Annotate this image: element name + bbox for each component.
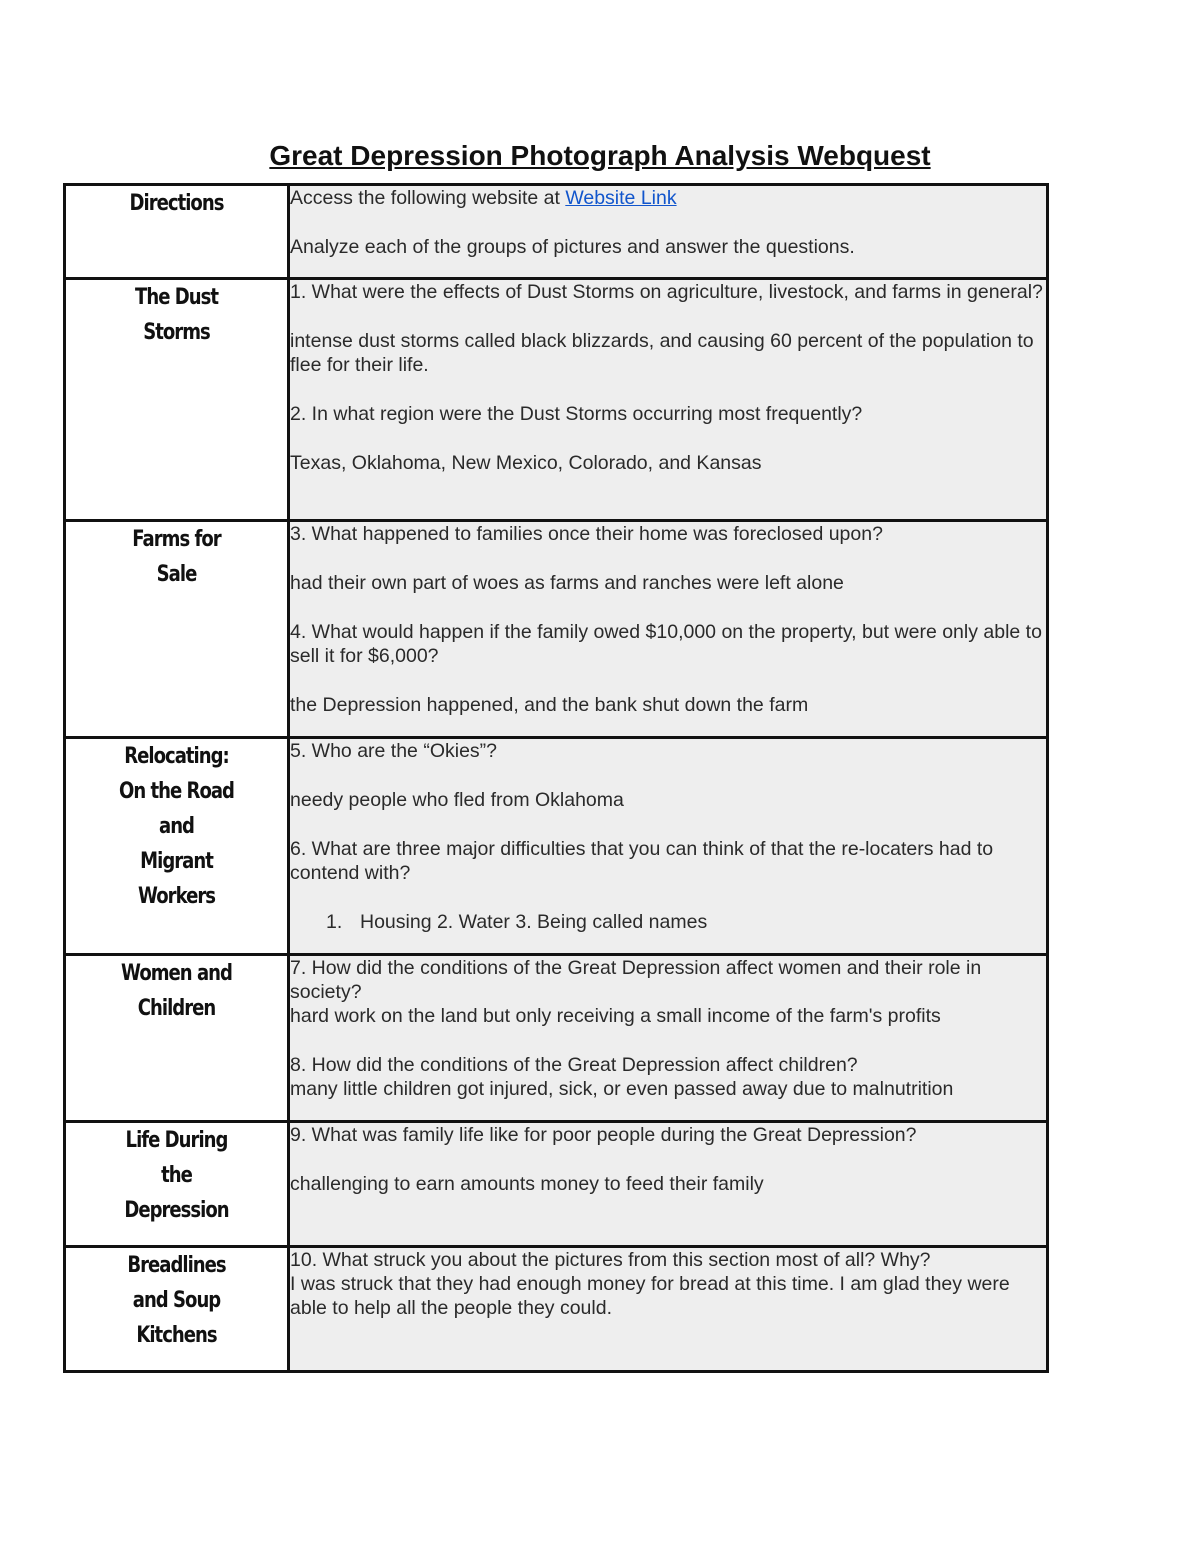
table-row-dust-storms	[65, 279, 1048, 521]
section-label-line: the	[161, 1163, 192, 1188]
answer-3[interactable]: had their own part of woes as farms and ranches were left alone	[290, 572, 844, 594]
question-9: 9. What was family life like for poor people during the Great Depression?	[290, 1124, 917, 1146]
question-10: 10. What struck you about the pictures from this section most of all? Why?	[290, 1249, 931, 1271]
section-label-line: Kitchens	[136, 1323, 217, 1348]
section-label-line: and Soup	[132, 1288, 221, 1313]
section-label-line: Storms	[143, 320, 210, 345]
section-label-line: and	[159, 814, 194, 839]
section-label-cell	[65, 279, 289, 521]
directions-intro-text: Access the following website at	[290, 187, 566, 209]
table-row-life-during-depression	[65, 1122, 1048, 1247]
section-label-line: Life During	[125, 1128, 228, 1153]
section-label-cell	[65, 521, 289, 738]
list-number: 1.	[326, 911, 343, 933]
section-content-cell	[289, 521, 1048, 738]
section-label-line: Workers	[137, 884, 216, 909]
directions-instruction: Analyze each of the groups of pictures and answer the questions.	[290, 236, 855, 258]
section-content-cell	[289, 1122, 1048, 1247]
table-row-relocating	[65, 738, 1048, 955]
section-content-cell	[289, 955, 1048, 1122]
section-label-cell	[65, 1122, 289, 1247]
section-content-cell	[289, 279, 1048, 521]
question-4: 4. What would happen if the family owed $10,000 on the property, but were only able to sell it for $6,000?	[290, 621, 1042, 667]
section-label-line: Sale	[156, 562, 197, 587]
question-8: 8. How did the conditions of the Great Depression affect children?	[290, 1054, 858, 1076]
question-5: 5. Who are the “Okies”?	[290, 740, 497, 762]
question-3: 3. What happened to families once their home was foreclosed upon?	[290, 523, 883, 545]
page-title: Great Depression Photograph Analysis Webquest	[269, 140, 931, 171]
table-row-women-children	[65, 955, 1048, 1122]
directions-intro	[290, 186, 1046, 210]
table-row-directions	[65, 185, 1048, 279]
answer-7[interactable]: hard work on the land but only receiving a small income of the farm's profits	[290, 1005, 941, 1027]
section-content-cell	[289, 738, 1048, 955]
section-label-line: On the Road	[118, 779, 234, 804]
section-label-cell	[65, 1247, 289, 1372]
website-link[interactable]: Website Link	[565, 187, 677, 209]
question-2: 2. In what region were the Dust Storms occurring most frequently?	[290, 403, 863, 425]
question-1: 1. What were the effects of Dust Storms on agriculture, livestock, and farms in general?	[290, 281, 1043, 303]
answer-6[interactable]	[290, 910, 1046, 934]
section-content-cell	[289, 1247, 1048, 1372]
answer-6-text: Housing 2. Water 3. Being called names	[360, 911, 708, 933]
answer-10[interactable]: I was struck that they had enough money for bread at this time. I am glad they were able to help all the people they could.	[290, 1273, 1010, 1319]
section-label-line: Migrant	[140, 849, 213, 874]
table-row-breadlines	[65, 1247, 1048, 1372]
section-content-cell	[289, 185, 1048, 279]
answer-2[interactable]: Texas, Oklahoma, New Mexico, Colorado, and Kansas	[290, 452, 762, 474]
section-label-cell	[65, 185, 289, 279]
answer-5[interactable]: needy people who fled from Oklahoma	[290, 789, 624, 811]
webquest-table	[63, 183, 1049, 1373]
table-row-farms-for-sale	[65, 521, 1048, 738]
answer-4[interactable]: the Depression happened, and the bank shut down the farm	[290, 694, 809, 716]
section-label-line: Farms for	[132, 527, 221, 552]
section-label-line: Women and	[121, 961, 232, 986]
question-6: 6. What are three major difficulties that you can think of that the re-locaters had to contend with?	[290, 838, 994, 884]
answer-9[interactable]: challenging to earn amounts money to feed their family	[290, 1173, 764, 1195]
section-label-line: Children	[137, 996, 216, 1021]
section-label-cell	[65, 738, 289, 955]
section-label-line: Directions	[129, 191, 224, 216]
section-label-line: Relocating:	[124, 744, 229, 769]
section-label-line: The Dust	[135, 285, 218, 310]
section-label-cell	[65, 955, 289, 1122]
answer-1[interactable]: intense dust storms called black blizzards, and causing 60 percent of the population to flee for their life.	[290, 330, 1034, 376]
section-label-line: Breadlines	[127, 1253, 226, 1278]
question-7: 7. How did the conditions of the Great Depression affect women and their role in society?	[290, 957, 982, 1003]
answer-8[interactable]: many little children got injured, sick, or even passed away due to malnutrition	[290, 1078, 954, 1100]
section-label-line: Depression	[124, 1198, 229, 1223]
